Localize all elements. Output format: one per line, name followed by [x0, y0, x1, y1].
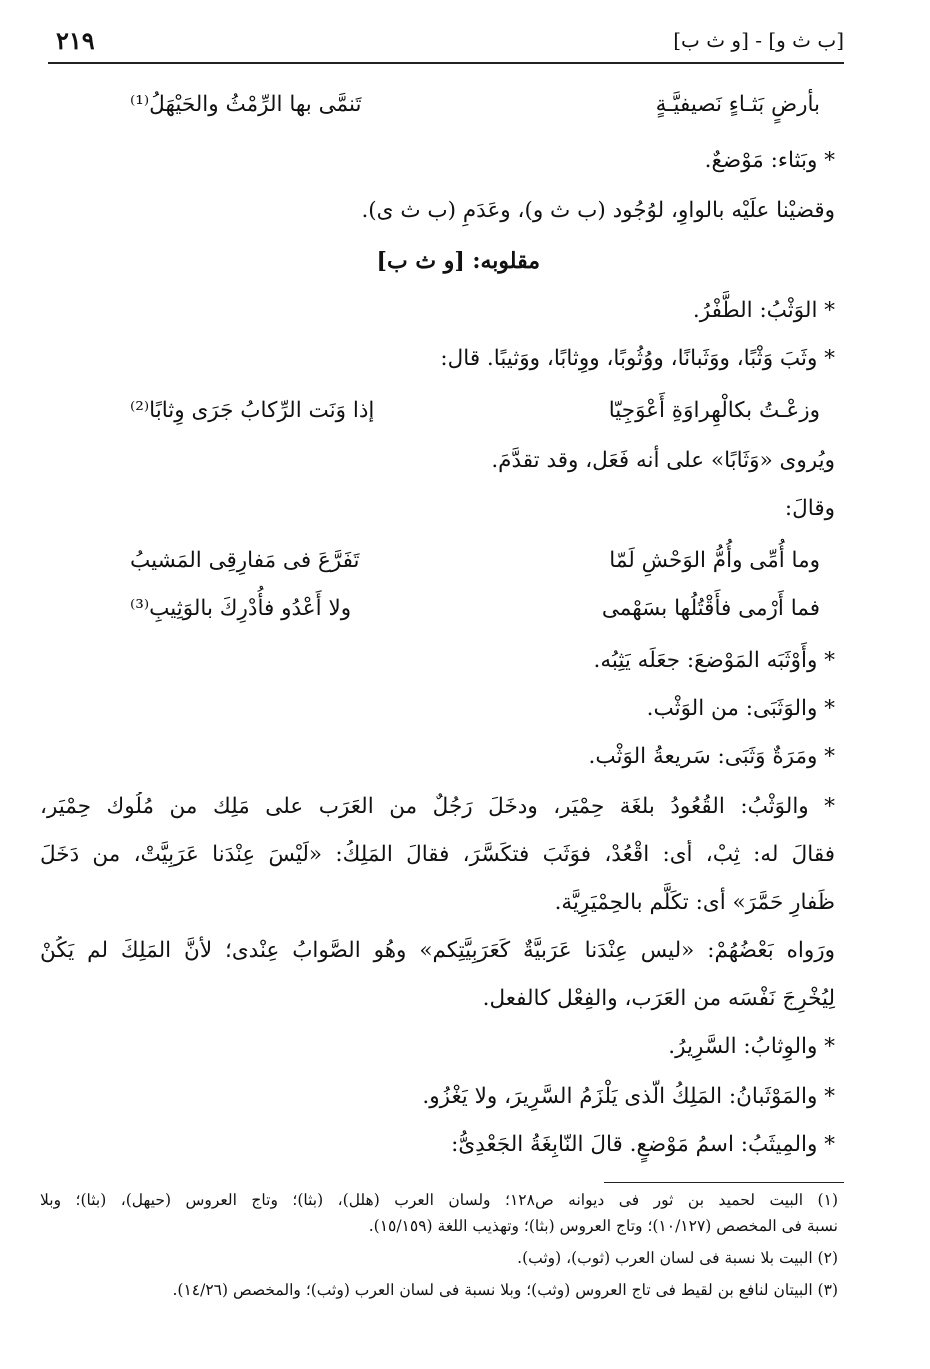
verse-hemistich-first: بأرضٍ بَثـاءٍ نَصيفيَّـةٍ [655, 92, 820, 117]
entry-line: * والمَوْثَبانُ: المَلِكُ الّذى يَلْزَمُ السَّرِيرَ، ولا يَغْزُو. [422, 1084, 835, 1109]
entry-line: * والمِيثَبُ: اسمُ مَوْضعٍ. قالَ النّابِغَةُ الجَعْدِىُّ: [451, 1132, 835, 1157]
entry-line: * وأَوْثَبَه المَوْضعَ: جعَلَه يَثِبُه. [593, 648, 835, 673]
footnote-rule [604, 1182, 844, 1183]
verse-hemistich-second: تَفَرَّعَ فى مَفارِقِى المَشيبُ [130, 548, 360, 573]
entry-line: لِيُخْرِجَ نَفْسَه من العَرَب، والفِعْل كالفعل. [482, 986, 835, 1011]
page-number: ٢١٩ [56, 26, 95, 55]
running-head-roots: [ب ث و] - [و ث ب] [673, 28, 844, 52]
verse-hemistich-second: تَنمَّى بها الرِّمْثُ والحَيْهَلُ⁽¹⁾ [130, 92, 362, 117]
header-rule [48, 62, 844, 64]
entry-line: * الوَثْبُ: الطَّفْرُ. [692, 298, 835, 323]
verse-line [130, 546, 820, 580]
verse-hemistich-first: وزعْـتُ بكالْهِراوَةِ أَعْوَجِيّا [608, 398, 820, 423]
verse-line [130, 396, 820, 430]
verse-hemistich-second: ولا أَعْدُو فأُدْرِكَ بالوَثِيبِ⁽³⁾ [130, 596, 352, 621]
footnote: (١) البيت لحميد بن ثور فى ديوانه ص١٢٨؛ ولسان العرب (هلل)، (بثا)؛ وتاج العروس (حيهل)، (بثا)؛ وبلا [40, 1191, 838, 1209]
footnote: (٣) البيتان لنافع بن لقيط فى تاج العروس (وثب)؛ وبلا نسبة فى لسان العرب (وثب)؛ والمخصص (١٤/٢٦). [172, 1281, 838, 1299]
verse-line [130, 594, 820, 628]
verse-hemistich-first: وما أُمِّى وأُمُّ الوَحْشِ لَمّا [609, 548, 820, 573]
verse-line [130, 90, 820, 124]
section-heading: مقلوبه: [و ث ب] [376, 248, 540, 274]
entry-line: * ومَرَةٌ وَثَبَى: سَريعةُ الوَثْب. [588, 744, 835, 769]
entry-line: * والوِثابُ: السَّرِيرُ. [668, 1034, 835, 1059]
footnote: نسبة فى المخصص (١٠/١٢٧)؛ وتاج العروس (بثا)؛ وتهذيب اللغة (١٥/١٥٩). [368, 1217, 838, 1235]
entry-line: ظَفارِ حَمَّرَ» أى: تكَلَّم بالحِمْيَرِيَّة. [554, 890, 835, 915]
entry-line: * وثَبَ وَثْبًا، ووَثَبانًا، ووُثُوبًا، ووِثابًا، ووَثيبًا. قال: [440, 346, 835, 371]
entry-line: * والوَثَبَى: من الوَثْب. [646, 696, 835, 721]
entry-line: وقالَ: [784, 496, 835, 521]
footnote: (٢) البيت بلا نسبة فى لسان العرب (ثوب)، (وثب). [517, 1249, 838, 1267]
entry-line: * وبَثاء: مَوْضعٌ. [704, 148, 835, 173]
entry-line: ويُروى «وَثَابًا» على أنه فَعَل، وقد تقدَّمَ. [491, 448, 835, 473]
verse-hemistich-second: إذا وَنَت الرِّكابُ جَرَى وِثابًا⁽²⁾ [130, 398, 375, 423]
entry-line: وقضيْنا علَيْه بالواوِ، لوُجُود (ب ث و)، وعَدَمِ (ب ث ى). [361, 198, 835, 223]
verse-hemistich-first: فما أَرْمى فأَقْتُلُها بسَهْمى [601, 596, 820, 621]
entry-line: فقالَ له: ثِبْ، أى: اقْعُدْ، فوَثَبَ فتكَسَّرَ، فقالَ المَلِكُ: «لَيْسَ عِنْدَنا عَرَبِيَّتْ، من دَخَلَ [40, 842, 835, 867]
entry-line: * والوَثْبُ: القُعُودُ بلغَة حِمْيَر، ودخَلَ رَجُلٌ من العَرَب على مَلِك من مُلُوك حِمْيَر، [40, 794, 835, 819]
page-header [50, 24, 844, 60]
entry-line: ورَواه بَعْضُهُمْ: «ليس عِنْدَنا عَرَبيَّةٌ كَعَرَبِيَّتِكم» وهُو الصَّوابُ عِنْدى؛ لأنَّ المَلِكَ لم يَكُنْ [40, 938, 835, 963]
